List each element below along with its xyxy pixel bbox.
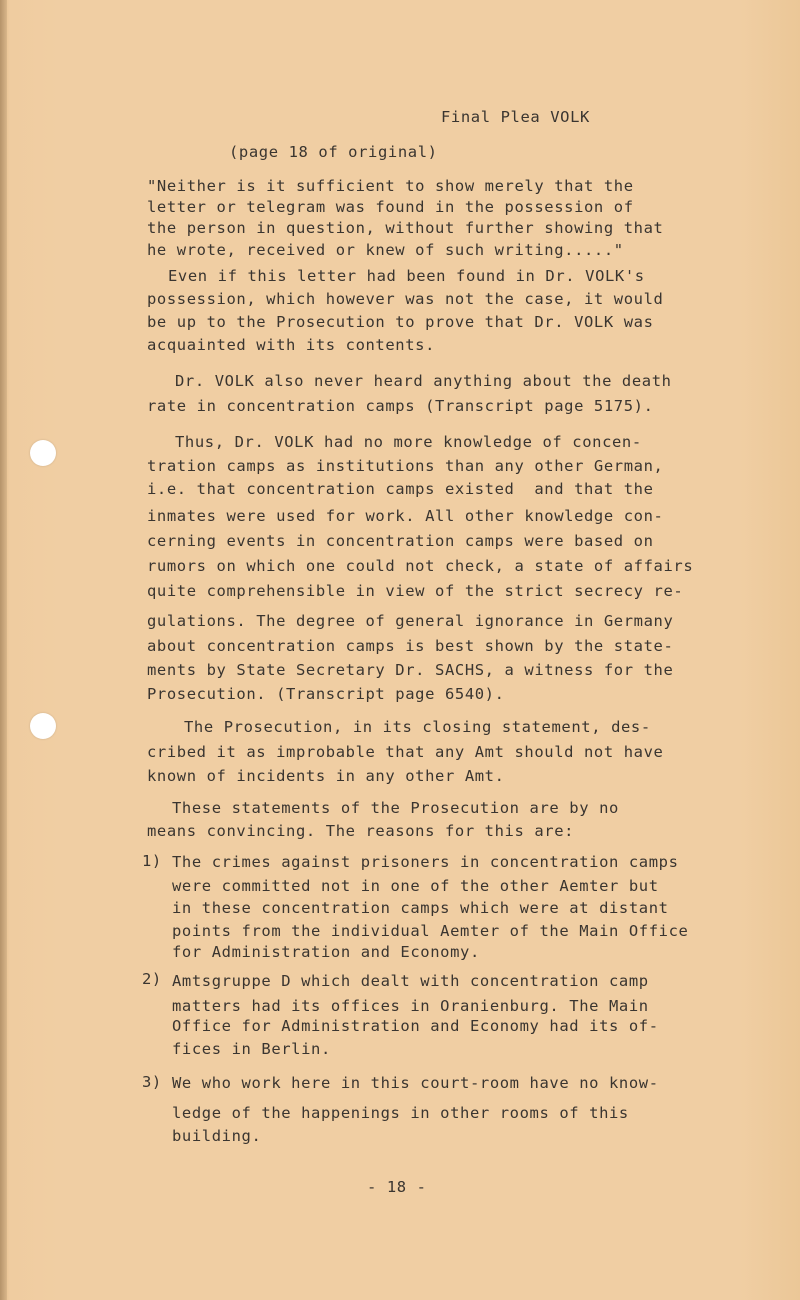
list-number: 1)	[142, 852, 162, 870]
page-reference: (page 18 of original)	[229, 143, 438, 161]
list-item-line: The crimes against prisoners in concentration camps	[172, 853, 679, 871]
paragraph-line: cerning events in concentration camps were based on	[147, 532, 654, 550]
paragraph-line: ments by State Secretary Dr. SACHS, a witness for the	[147, 661, 674, 679]
paragraph-line: cribed it as improbable that any Amt should not have	[147, 743, 664, 761]
quote-line: the person in question, without further showing that	[147, 219, 664, 237]
list-item-line: matters had its offices in Oranienburg. The Main	[172, 997, 649, 1015]
list-item-line: ledge of the happenings in other rooms of this	[172, 1104, 629, 1122]
paragraph-line: Dr. VOLK also never heard anything about the death	[175, 372, 672, 390]
paragraph-line: about concentration camps is best shown by the state-	[147, 637, 674, 655]
paragraph-line: rumors on which one could not check, a state of affairs	[147, 557, 694, 575]
paragraph-line: known of incidents in any other Amt.	[147, 767, 505, 785]
paragraph-line: gulations. The degree of general ignorance in Germany	[147, 612, 674, 630]
document-header: Final Plea VOLK	[441, 108, 590, 126]
paragraph-line: possession, which however was not the case, it would	[147, 290, 664, 308]
list-item-line: fices in Berlin.	[172, 1040, 331, 1058]
punch-hole-bottom	[30, 713, 56, 739]
list-item-line: were committed not in one of the other Aemter but	[172, 877, 659, 895]
paragraph-line: These statements of the Prosecution are by no	[172, 799, 619, 817]
list-item-line: points from the individual Aemter of the Main Office	[172, 922, 689, 940]
paragraph-line: be up to the Prosecution to prove that Dr. VOLK was	[147, 313, 654, 331]
list-item-line: Amtsgruppe D which dealt with concentration camp	[172, 972, 649, 990]
list-item-line: Office for Administration and Economy had its of-	[172, 1017, 659, 1035]
paragraph-line: tration camps as institutions than any other German,	[147, 457, 664, 475]
quote-line: letter or telegram was found in the possession of	[147, 198, 634, 216]
list-item-line: for Administration and Economy.	[172, 943, 480, 961]
paragraph-line: rate in concentration camps (Transcript page 5175).	[147, 397, 654, 415]
list-number: 2)	[142, 970, 162, 988]
paper-edge	[0, 0, 7, 1300]
page-number: - 18 -	[367, 1178, 427, 1196]
paragraph-line: quite comprehensible in view of the strict secrecy re-	[147, 582, 684, 600]
paragraph-line: acquainted with its contents.	[147, 336, 436, 354]
list-number: 3)	[142, 1073, 162, 1091]
paragraph-line: i.e. that concentration camps existed and that the	[147, 480, 654, 498]
list-item-line: We who work here in this court-room have no know-	[172, 1074, 659, 1092]
list-item-line: in these concentration camps which were at distant	[172, 899, 669, 917]
punch-hole-top	[30, 440, 56, 466]
paragraph-line: means convincing. The reasons for this are:	[147, 822, 575, 840]
list-item-line: building.	[172, 1127, 262, 1145]
paragraph-line: Even if this letter had been found in Dr. VOLK's	[168, 267, 645, 285]
quote-line: "Neither is it sufficient to show merely that the	[147, 177, 634, 195]
paragraph-line: inmates were used for work. All other knowledge con-	[147, 507, 664, 525]
paragraph-line: Prosecution. (Transcript page 6540).	[147, 685, 505, 703]
quote-line: he wrote, received or knew of such writing....."	[147, 241, 624, 259]
paragraph-line: Thus, Dr. VOLK had no more knowledge of concen-	[175, 433, 642, 451]
paragraph-line: The Prosecution, in its closing statement, des-	[184, 718, 651, 736]
